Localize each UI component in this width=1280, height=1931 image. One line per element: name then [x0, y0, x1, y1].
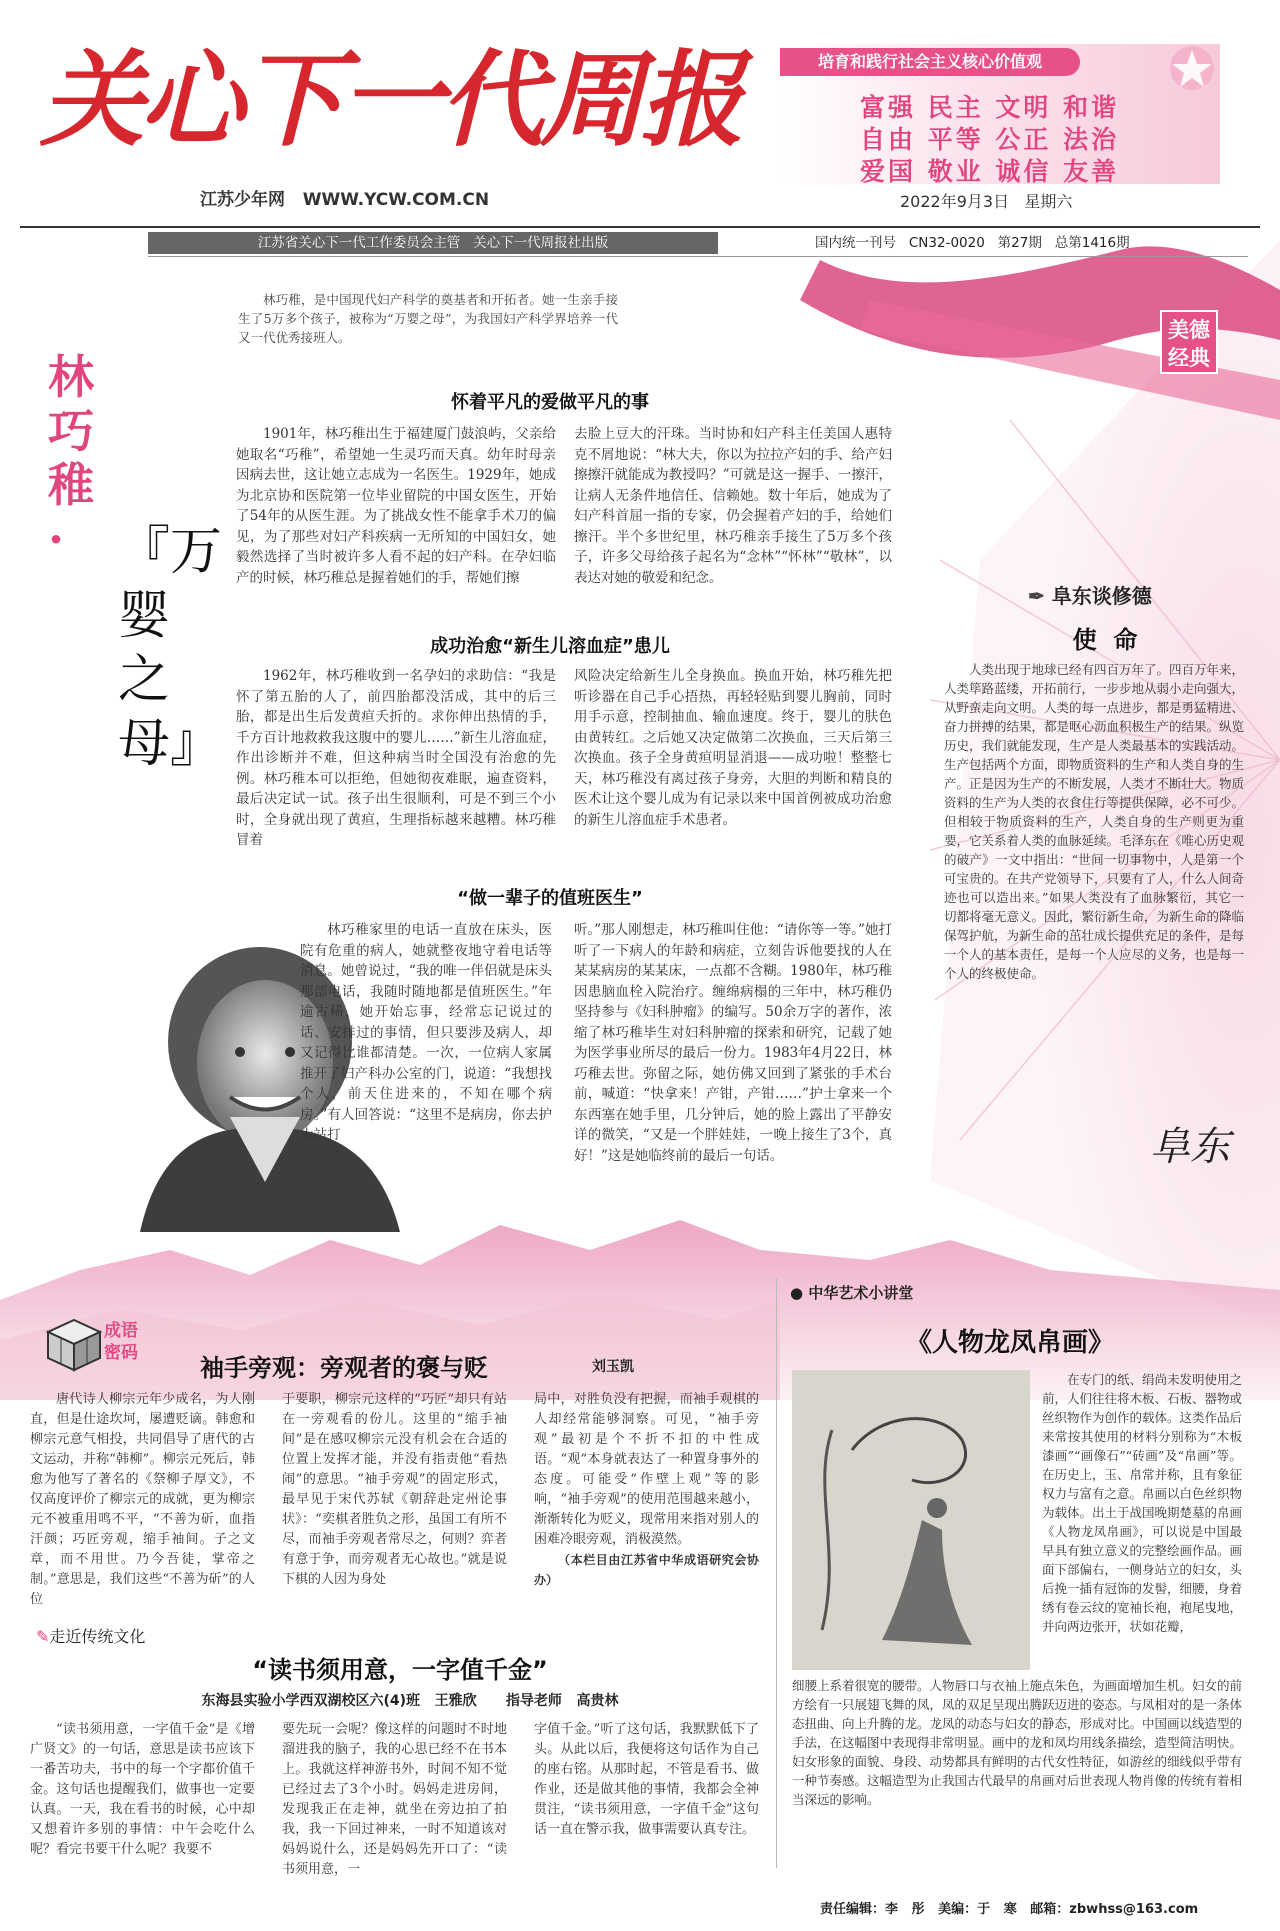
s2-right-text: 风险决定给新生儿全身换血。换血开始，林巧稚先把听诊器在自己手心捂热，再轻轻贴到婴儿胸前，同时用手示意，控制抽血、输血速度。终于，婴儿的肤色由黄转红。之后她又决定做第二次换血，三天后第三次换血。孩子全身黄疸明显消退——成功啦！整整七天，林巧稚没有离过孩子身旁，大胆的判断和精良的医术让这个婴儿成为有记录以来中国首例被成功治愈的新生儿溶血症手术患者。 — [574, 668, 892, 828]
art-label — [790, 1282, 913, 1303]
idiom-badge-top: 成语 — [104, 1321, 138, 1341]
masthead-title: 关心下一代周报 — [40, 38, 741, 161]
values-heading: 培育和践行社会主义核心价值观 — [780, 48, 1080, 76]
values-row-1: 富强 民主 文明 和谐 — [860, 93, 1120, 122]
essay-c2-text: 要先玩一会呢？像这样的问题时不时地溜进我的脑子，我的心思已经不在书本上。我就这样神游书外，时间不知不觉已经过去了3个小时。妈妈走进房间，发现我正在走神，就坐在旁边拍了拍我，我一下回过神来，一时不知道该对妈妈说什么，还是妈妈先开口了：“读书须用意，一 — [282, 1722, 507, 1877]
s1-left-text: 1901年，林巧稚出生于福建厦门鼓浪屿，父亲给她取名“巧稚”，希望她一生灵巧而天真。幼年时母亲因病去世，这让她立志成为一名医生。1929年，她成为北京协和医院第一位毕业留院的中国女医生，开始了54年的从医生涯。为了挑战女性不能拿手术刀的偏见，为了那些对妇产科疾病一无所知的中国妇女，她毅然选择了当时被许多人看不起的妇产科。在孕妇临产的时候，林巧稚总是握着她们的手，帮她们擦 — [236, 426, 556, 586]
column-signature: 阜东 — [1150, 1124, 1230, 1170]
s2-col-left — [236, 666, 556, 851]
column-body — [944, 660, 1244, 983]
column-label-text: 阜东谈修德 — [1051, 584, 1152, 608]
s2-left-text: 1962年，林巧稚收到一名孕妇的求助信：“我是怀了第五胎的人了，前四胎都没活成，其中的后三胎，都是出生后发黄疸夭折的。求你伸出热情的手，千方百计地救救我这腹中的婴儿……”新生儿溶血症，作出诊断并不难，但这种病当时全国没有治愈的先例。林巧稚本可以拒绝，但她彻夜难眠，遍查资料，最后决定试一试。孩子出生很顺利，可是不到三个小时，全身就出现了黄疸，生理指标越来越糟。林巧稚冒着 — [236, 668, 556, 848]
column-label — [1028, 580, 1152, 609]
essay-col-1 — [30, 1720, 255, 1860]
s2-col-right — [574, 666, 892, 830]
s3-col-left — [300, 920, 552, 1146]
idiom-author: 刘玉凯 — [592, 1359, 634, 1375]
s2-heading: 成功治愈“新生儿溶血症”患儿 — [430, 636, 670, 657]
quill-icon: ✒ — [1028, 584, 1052, 608]
emblem-star-icon — [1152, 44, 1220, 104]
essay-label — [36, 1624, 145, 1647]
s1-col-left — [236, 424, 556, 588]
s1-right-text: 去脸上豆大的汗珠。当时协和妇产科主任美国人惠特克不屑地说：“林大夫，你以为拉拉产妇的手、给产妇擦擦汗就能成为教授吗？”可就是这一握手、一擦汗，让病人无条件地信任、信赖她。数十年后，她成为了妇产科首屈一指的专家，仍会握着产妇的手，给她们擦汗。半个多世纪里，林巧稚亲手接生了5万多个孩子，许多父母给孩子起名为“念林”“怀林”“敬林”，以表达对她的敬爱和纪念。 — [574, 426, 892, 586]
values-row-2: 自由 平等 公正 法治 — [860, 125, 1120, 154]
idiom-col-3 — [534, 1390, 759, 1590]
idiom-title: 袖手旁观：旁观者的褒与贬 — [200, 1354, 488, 1382]
s1-col-right — [574, 424, 892, 588]
silk-painting-image — [792, 1370, 1030, 1670]
sponsor-bar: 江苏省关心下一代工作委员会主管 关心下一代周报社出版 — [148, 232, 718, 254]
idiom-badge — [104, 1320, 138, 1364]
art-side-body: 在专门的纸、绢尚未发明使用之前，人们往往将木板、石板、器物或丝织物作为创作的载体。这类作品后来常按其使用的材料分别称为“木板漆画”“画像石”“砖画”及“帛画”等。在历史上，玉、帛常并称，且有象征权力与富有之意。帛画以白色丝织物为载体。出土于战国晚期楚墓的帛画《人物龙凤帛画》，可以说是中国最早具有独立意义的完整绘画作品。画面下部偏右，一侧身站立的妇女，头后挽一插有冠饰的发髻，细腰，身着绣有卷云纹的宽袖长袍，袍尾曳地，并向两边张开，状如花瓣， — [1042, 1372, 1243, 1634]
s3-heading: “做一辈子的值班医生” — [457, 888, 643, 909]
essay-byline: 东海县实验小学西双湖校区六(4)班 王雅欣 指导老师 高贵林 — [201, 1693, 619, 1709]
idiom-col-2 — [282, 1390, 507, 1590]
art-title: 《人物龙凤帛画》 — [905, 1328, 1114, 1358]
feature-intro: 林巧稚，是中国现代妇产科学的奠基者和开拓者。她一生亲手接生了5万多个孩子，被称为“万婴之母”，为我国妇产科学界培养一代又一代优秀接班人。 — [238, 292, 618, 345]
column-body-text: 人类出现于地球已经有四百万年了。四百万年来，人类筚路蓝缕，开拓前行，一步步地从弱小走向强大，从野蛮走向文明。人类的每一点进步，都是勇猛精进、奋力拼搏的结果，都是呕心沥血积极生产的结果。纵览历史，我们就能发现，生产是人类最基本的实践活动。生产包括两个方面，即物质资料的生产和人类自身的生产。正是因为生产的不断发展，人类才不断壮大。物质资料的生产为人类的衣食住行等提供保障，必不可少。但相较于物质资料的生产，人类自身的生产则更为重要，它关系着人类的血脉延续。毛泽东在《唯心历史观的破产》一文中指出：“世间一切事物中，人是第一个可宝贵的。在共产党领导下，只要有了人，什么人间奇迹也可以造出来。”如果人类没有了血脉繁衍，其它一切都将毫无意义。因此，繁衍新生命，为新生命的降临保驾护航，为新生命的茁壮成长提供充足的条件，是每一个人的基本责任，是每一个人应尽的义务，也是每一个人的终极使命。 — [944, 662, 1245, 981]
art-side-text — [1042, 1370, 1242, 1636]
idiom-badge-bottom: 密码 — [104, 1343, 138, 1363]
essay-c1-text: “读书须用意，一字值千金”是《增广贤文》的一句话，意思是读书应该下一番苦功夫，书中的每一个字都价值千金。这句话也提醒我们，做事也一定要认真。一天，我在看书的时候，心中却又想着许多别的事情：中午会吃什么呢？看完书要干什么呢？我要不 — [30, 1722, 255, 1857]
header-rule — [20, 226, 1260, 228]
issue-date: 2022年9月3日 星期六 — [900, 192, 1073, 211]
essay-col-2 — [282, 1720, 507, 1880]
header-rule-bottom — [148, 256, 1248, 257]
idiom-col-1 — [30, 1390, 255, 1610]
essay-col-3 — [534, 1720, 759, 1840]
column-title: 使 命 — [1072, 626, 1138, 654]
art-label-text: 中华艺术小讲堂 — [808, 1284, 914, 1302]
idiom-c1-text: 唐代诗人柳宗元年少成名，为人刚直，但是仕途坎坷，屡遭贬谪。韩愈和柳宗元意气相投，共同倡导了唐代的古文运动，并称“韩柳”。柳宗元死后，韩愈为他写了著名的《祭柳子厚文》，不仅高度评价了柳宗元的成就，更为柳宗元不被重用鸣不平，“不善为斫，血指汗颜；巧匠旁观，缩手袖间。子之文章，而不用世。乃今吾徒，掌帝之制。”意思是，我们这些“不善为斫”的人位 — [30, 1392, 255, 1607]
s3-left-text: 林巧稚家里的电话一直放在床头，医院有危重的病人，她就整夜地守着电话等消息。她曾说过，“我的唯一伴侣就是床头那部电话，我随时随地都是值班医生。”年逾古稀，她开始忘事，经常忘记说过的话、安排过的事情，但只要涉及病人，却又记得比谁都清楚。一次，一位病人家属推开了妇产科办公室的门，说道：“我想找个人，前天住进来的，不知在哪个病房。”有人回答说：“这里不是病房，你去护士站打 — [300, 922, 552, 1143]
essay-label-text: 走近传统文化 — [49, 1627, 146, 1646]
essay-c3-text: 字值千金。”听了这句话，我默默低下了头。从此以后，我便将这句话作为自己的座右铭。从那时起，不管是看书、做作业，还是做其他的事情，我都会全神贯注，“读书须用意，一字值千金”这句话一直在警示我，做事需要认真专注。 — [534, 1722, 759, 1837]
s3-col-right — [574, 920, 892, 1166]
art-bottom-text — [792, 1676, 1242, 1809]
art-bottom-body: 细腰上系着很宽的腰带。人物唇口与衣袖上施点朱色，为画面增加生机。妇女的前方绘有一只展翅飞舞的凤，凤的双足呈现出腾跃迈进的姿态。与凤相对的是一条体态扭曲、向上升腾的龙。龙凤的动态与妇女的静态，形成对比。中国画以线造型的手法，在这幅图中表现得非常明显。画中的龙和凤均用线条描绘，造型简洁明快。妇女形象的面貌、身段、动势都具有鲜明的古代女性特征，如游丝的细线似乎带有一种节奏感。这幅造型为止我国古代最早的帛画对后世表现人物肖像的传统有着相当深远的影响。 — [792, 1678, 1243, 1807]
s3-right-text: 听。”那人刚想走，林巧稚叫住他：“请你等一等。”她打听了一下病人的年龄和病症，立刻告诉他要找的人在某某病房的某某床，一点都不含糊。1980年，林巧稚因患脑血栓入院治疗。缠绵病榻的三年中，林巧稚仍坚持参与《妇科肿瘤》的编写。50余万字的著作，浓缩了林巧稚毕生对妇科肿瘤的探索和研究，记载了她为医学事业所尽的最后一份力。1983年4月22日，林巧稚去世。弥留之际，她仿佛又回到了紧张的手术台前，喊道：“快拿来！产钳，产钳……”护士拿来一个东西塞在她手里，几分钟后，她的脸上露出了平静安详的微笑，“又是一个胖娃娃，一晚上接生了3个，真好！”这是她临终前的最后一句话。 — [574, 922, 892, 1164]
core-values-banner — [780, 44, 1220, 184]
badge-mei-de: 美德经典 — [1160, 310, 1218, 374]
bullet-icon: ● — [790, 1284, 809, 1302]
website-line[interactable]: 江苏少年网 WWW.YCW.COM.CN — [200, 190, 490, 210]
essay-title: “读书须用意，一字值千金” — [252, 1656, 548, 1684]
feature-title: 『万婴之母』 — [118, 522, 223, 774]
idiom-c3-text: 局中，对胜负没有把握，而袖手观棋的人却经常能够洞察。可见，“袖手旁观”最初是个不折不扣的中性成语。“观”本身就表达了一种置身事外的态度。可能受“作壁上观”等的影响，“袖手旁观”的使用范围越来越小，渐渐转化为贬义，现常用来指对别人的困难冷眼旁观，消极漠然。 — [534, 1392, 759, 1547]
idiom-note: （本栏目由江苏省中华成语研究会协办） — [534, 1553, 759, 1587]
values-row-3: 爱国 敬业 诚信 友善 — [860, 157, 1120, 186]
idiom-c2-text: 于要职，柳宗元这样的“巧匠”却只有站在一旁观看的份儿。这里的“缩手袖间”是在感叹柳宗元没有机会在合适的位置上发挥才能，并没有指责他“看热闹”的意思。“袖手旁观”的固定形式，最早见于宋代苏轼《朝辞赴定州论事状》：“奕棋者胜负之形，虽国工有所不尽，而袖手旁观者常尽之，何则？弈者有意于争，而旁观者无心故也。”就是说下棋的人因为身处 — [282, 1392, 507, 1587]
rubik-cube-icon — [44, 1316, 104, 1372]
footer-credits: 责任编辑：李 彤 美编：于 寒 邮箱：zbwhss@163.com — [820, 1902, 1199, 1917]
art-divider — [776, 1278, 777, 1868]
feature-name: 林巧稚· — [48, 350, 94, 566]
brush-icon: ✎ — [36, 1627, 50, 1646]
issue-number: 国内统一刊号 CN32-0020 第27期 总第1416期 — [815, 235, 1130, 251]
s1-heading: 怀着平凡的爱做平凡的事 — [451, 392, 649, 413]
